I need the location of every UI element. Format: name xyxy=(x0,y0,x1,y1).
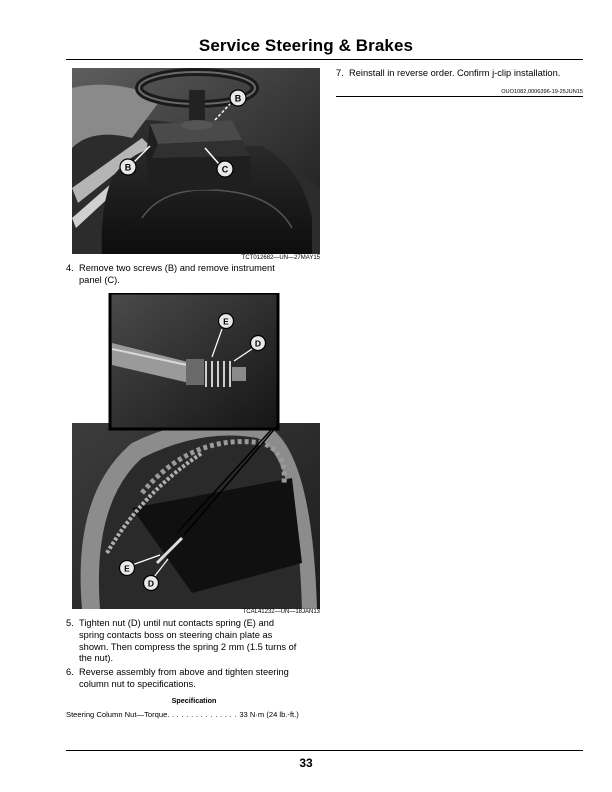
step-5 xyxy=(66,618,322,666)
callout-c: C xyxy=(221,164,229,175)
page-number: 33 xyxy=(299,756,313,770)
footer-divider xyxy=(66,750,583,751)
step-line: the nut). xyxy=(79,653,114,664)
document-id: OUO1082,0006396-19-25JUN15 xyxy=(501,89,583,95)
specification-row xyxy=(66,710,322,719)
callout-d-inset: D xyxy=(254,338,262,349)
title-divider xyxy=(66,59,583,60)
figure-code: TCT012682—UN—27MAY15 xyxy=(241,255,320,261)
callout-d-main: D xyxy=(147,578,155,589)
step-4 xyxy=(66,263,322,287)
figure-instrument-panel xyxy=(72,68,320,254)
step-line: Reinstall in reverse order. Confirm j-clip installation. xyxy=(349,68,561,78)
callout-b-top: B xyxy=(234,93,242,104)
callout-e-inset: E xyxy=(223,316,229,327)
step-number: 7. xyxy=(336,68,344,78)
spec-label: Steering Column Nut—Torque. xyxy=(66,710,170,719)
figure-steering-chain xyxy=(72,293,320,609)
figure-code: TCAL41232—UN—18JAN13 xyxy=(242,609,320,615)
step-number: 5. xyxy=(66,618,74,628)
page-title: Service Steering & Brakes xyxy=(198,36,414,55)
spec-leader: . . . . . . . . . . . . . . xyxy=(169,710,240,719)
step-line: Remove two screws (B) and remove instrument xyxy=(79,263,275,273)
step-line: shown. Then compress the spring 2 mm (1.5 turns of xyxy=(79,641,297,652)
specification-heading: Specification xyxy=(171,696,217,705)
step-line: spring contacts boss on steering chain plate as xyxy=(79,629,273,640)
section-divider xyxy=(336,96,583,97)
step-line: column nut to specifications. xyxy=(79,678,196,689)
step-number: 4. xyxy=(66,263,74,273)
step-line: Tighten nut (D) until nut contacts spring (E) and xyxy=(79,618,274,628)
step-line: panel (C). xyxy=(79,274,120,285)
spec-value: 33 N·m (24 lb.-ft.) xyxy=(239,710,299,719)
step-7 xyxy=(336,68,583,82)
step-line: Reverse assembly from above and tighten steering xyxy=(79,667,289,677)
callout-b-left: B xyxy=(124,162,132,173)
step-6 xyxy=(66,667,322,691)
step-number: 6. xyxy=(66,667,74,677)
callout-e-main: E xyxy=(124,563,130,574)
